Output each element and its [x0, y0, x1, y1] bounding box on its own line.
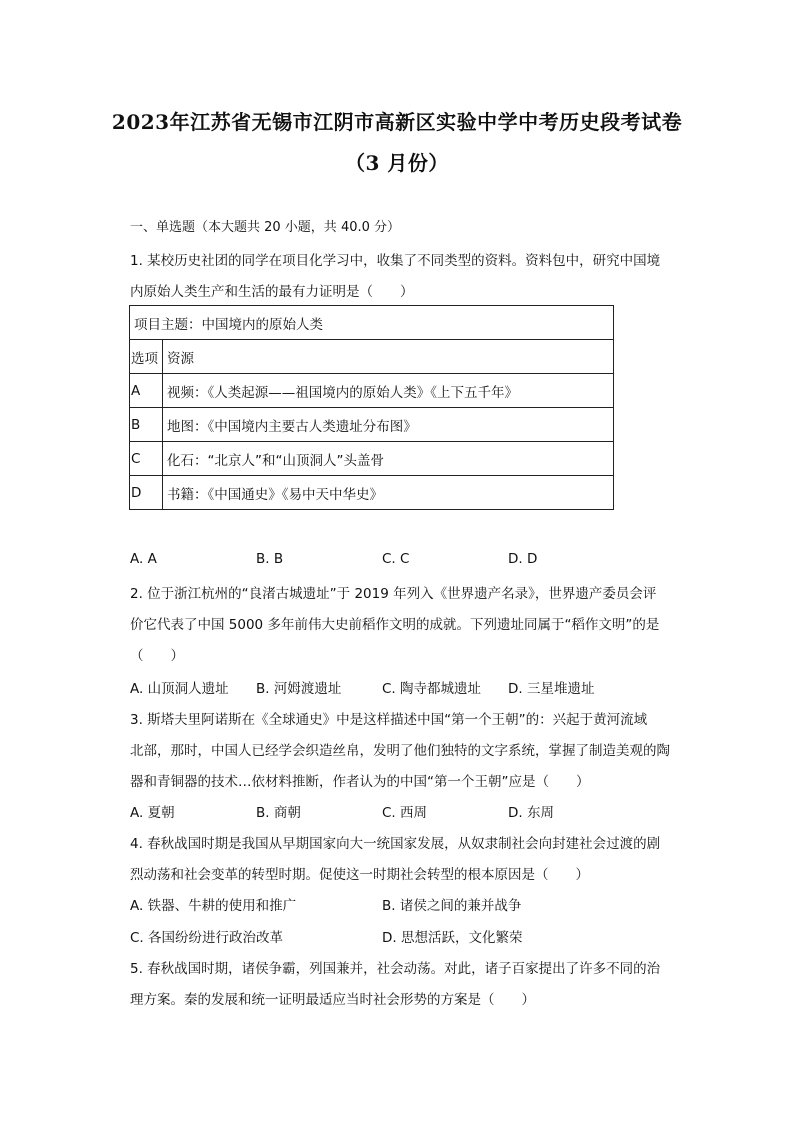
section-heading: 一、单选题（本大题共 20 小题，共 40.0 分）: [130, 220, 401, 235]
table-row: [130, 408, 614, 442]
table-cell-option: B: [130, 408, 163, 442]
q2-option-a[interactable]: A. 山顶洞人遗址: [130, 681, 229, 697]
q3-option-b[interactable]: B. 商朝: [256, 805, 301, 821]
q2-stem-line2: 价它代表了中国 5000 多年前伟大史前稻作文明的成就。下列遗址同属于“稻作文明”的是: [130, 617, 660, 633]
q3-option-d[interactable]: D. 东周: [508, 805, 554, 821]
q1-resource-table: [129, 305, 614, 510]
table-cell-resource: 化石：“北京人”和“山顶洞人”头盖骨: [163, 442, 614, 476]
table-cell-option: D: [130, 476, 163, 510]
table-header-resource: 资源: [163, 340, 614, 374]
q4-option-a[interactable]: A. 铁器、牛耕的使用和推广: [130, 898, 297, 914]
q2-stem-line1: 2. 位于浙江杭州的“良渚古城遗址”于 2019 年列入《世界遗产名录》，世界遗产委员会评: [130, 586, 657, 602]
q4-option-b[interactable]: B. 诸侯之间的兼并战争: [382, 898, 522, 914]
table-row: [130, 306, 614, 340]
q4-stem-line1: 4. 春秋战国时期是我国从早期国家向大一统国家发展，从奴隶制社会向封建社会过渡的剧: [130, 836, 661, 852]
q3-stem-line1: 3. 斯塔夫里阿诺斯在《全球通史》中是这样描述中国“第一个王朝”的：兴起于黄河流域: [130, 712, 648, 728]
q3-option-c[interactable]: C. 西周: [382, 805, 428, 821]
table-cell-resource: 视频：《人类起源——祖国境内的原始人类》《上下五千年》: [163, 374, 614, 408]
q1-option-a[interactable]: A. A: [130, 551, 157, 567]
table-row: [130, 374, 614, 408]
q2-option-d[interactable]: D. 三星堆遗址: [508, 681, 595, 697]
q1-stem-line1: 1. 某校历史社团的同学在项目化学习中，收集了不同类型的资料。资料包中，研究中国境: [130, 253, 661, 269]
q5-stem-line2: 理方案。秦的发展和统一证明最适应当时社会形势的方案是（ ）: [130, 992, 535, 1008]
table-row: [130, 476, 614, 510]
table-header-option: 选项: [130, 340, 163, 374]
table-cell-resource: 书籍：《中国通史》《易中天中华史》: [163, 476, 614, 510]
q5-stem-line1: 5. 春秋战国时期，诸侯争霸，列国兼并，社会动荡。对此，诸子百家提出了许多不同的治: [130, 961, 661, 977]
q2-stem-line3: （ ）: [130, 648, 184, 664]
table-cell-option: A: [130, 374, 163, 408]
q4-option-c[interactable]: C. 各国纷纷进行政治改革: [130, 930, 284, 946]
table-row: [130, 340, 614, 374]
q1-option-b[interactable]: B. B: [256, 551, 284, 567]
q1-option-c[interactable]: C. C: [382, 551, 410, 567]
q1-stem-line2: 内原始人类生产和生活的最有力证明是（ ）: [130, 284, 414, 300]
q3-stem-line3: 器和青铜器的技术…依材料推断，作者认为的中国“第一个王朝”应是（ ）: [130, 774, 590, 790]
exam-title: 2023年江苏省无锡市江阴市高新区实验中学中考历史段考试卷: [111, 110, 683, 134]
q2-option-b[interactable]: B. 河姆渡遗址: [256, 681, 342, 697]
table-row: [130, 442, 614, 476]
q3-option-a[interactable]: A. 夏朝: [130, 805, 175, 821]
table-topic-cell: 项目主题：中国境内的原始人类: [130, 306, 614, 340]
q4-stem-line2: 烈动荡和社会变革的转型时期。促使这一时期社会转型的根本原因是（ ）: [130, 867, 589, 883]
q1-option-d[interactable]: D. D: [508, 551, 538, 567]
table-cell-option: C: [130, 442, 163, 476]
table-cell-resource: 地图：《中国境内主要古人类遗址分布图》: [163, 408, 614, 442]
q2-option-c[interactable]: C. 陶寺都城遗址: [382, 681, 482, 697]
q4-option-d[interactable]: D. 思想活跃，文化繁荣: [382, 930, 523, 946]
exam-subtitle: （3 月份）: [345, 151, 449, 175]
q3-stem-line2: 北部，那时，中国人已经学会织造丝帛，发明了他们独特的文字系统，掌握了制造美观的陶: [130, 743, 670, 759]
